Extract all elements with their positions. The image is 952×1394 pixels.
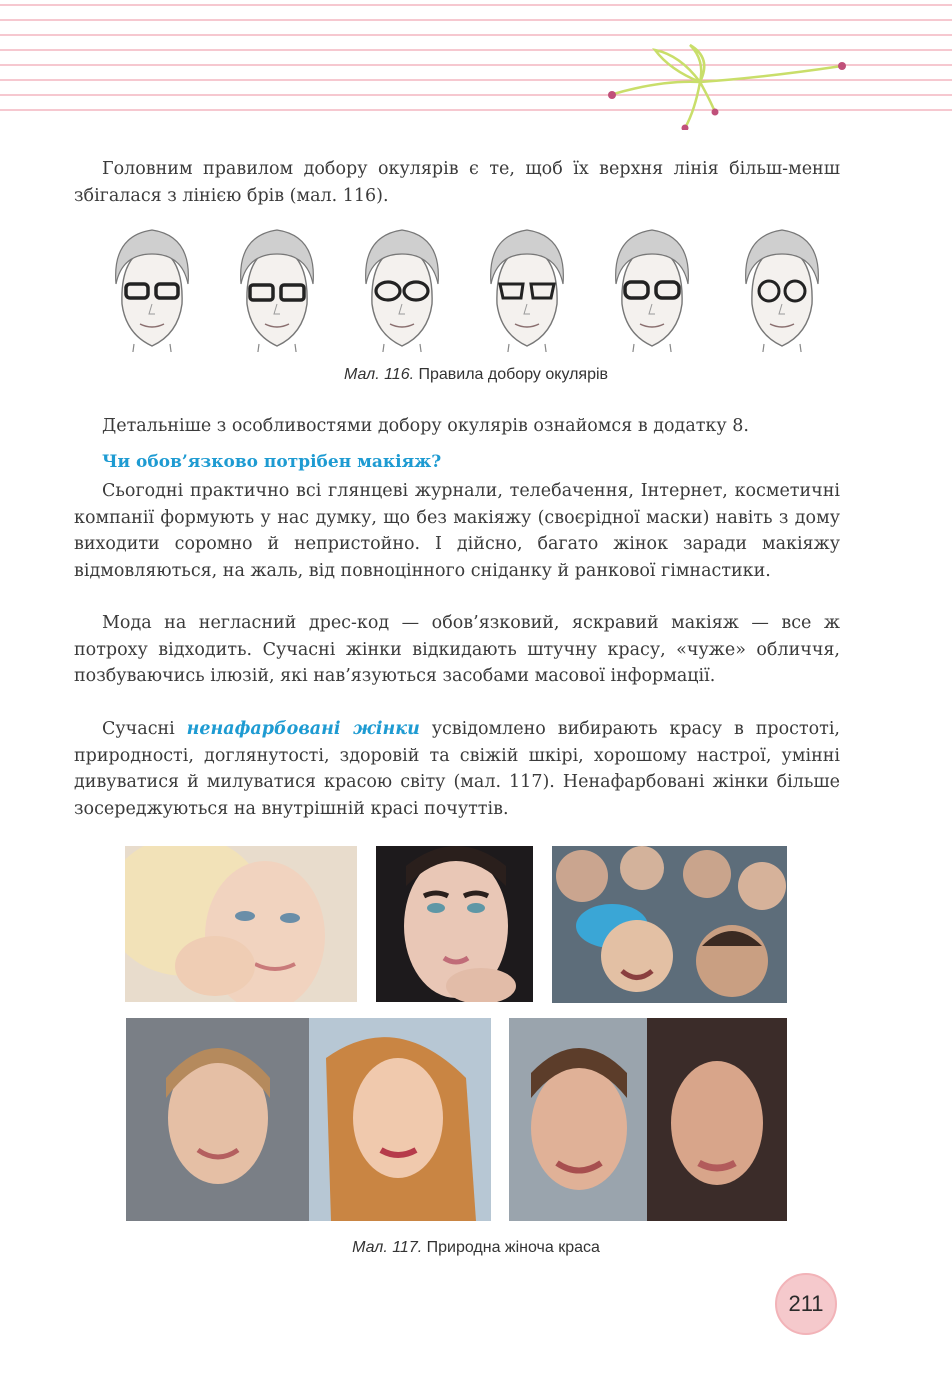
- ribbon-bow-icon: [610, 45, 842, 128]
- section-heading: Чи обов’язково потрібен макіяж?: [102, 452, 442, 472]
- face-4: [491, 230, 564, 352]
- photo-blonde-woman: [125, 846, 357, 1002]
- paragraph-glasses-rule: Головним правилом добору окулярів є те, щоб їх верхня лінія більш-менш збігалася з лінією брів (мал. 116).: [74, 159, 840, 206]
- paragraph-makeup-2: Мода на негласний дрес-код — обов’язковий, яскравий макіяж — все ж потроху відходить. Сучасні жінки відкидають штучну красу, «чуже» обличчя, позбуваючись ілюзій, які нав’язуються засобами масової інформації.: [74, 613, 840, 686]
- page-number-badge: 211: [775, 1273, 837, 1335]
- paragraph-makeup-3: Сучасні ненафарбовані жінки усвідомлено вибирають красу в простоті, природності, доглянутості, здоровій та свіжій шкірі, хорошому настрої, умінні дивуватися й милуватися красою світу (мал. 117). Ненафарбовані жінки більше зосереджуються на внутрішній красі почуттів.: [74, 719, 840, 819]
- glasses-faces-illustration: [92, 222, 852, 352]
- term-unpainted-women: ненафарбовані жінки: [186, 719, 420, 739]
- figure-116-caption: Мал. 116. Правила добору окулярів: [343, 366, 609, 383]
- photo-brunette-woman: [376, 846, 533, 1002]
- paragraph-appendix-note: Детальніше з особливостями добору окулярів ознайомся в додатку 8.: [102, 416, 749, 436]
- ruled-header-decoration: [0, 0, 952, 130]
- face-2: [241, 230, 314, 352]
- photo-woman-before-after-2: [509, 1018, 787, 1221]
- face-5: [616, 230, 689, 352]
- paragraph-makeup-1: Сьогодні практично всі глянцеві журнали, телебачення, Інтернет, косметичні компанії формують у нас думку, що без макіяжу (своєрідної маски) навіть з дому виходити соромно й непристойно. І дійсно, багато жінок заради макіяжу відмовляються, на жаль, від повноцінного сніданку й ранкової гімнастики.: [74, 481, 840, 581]
- figure-117-caption: Мал. 117. Природна жіноча краса: [352, 1239, 600, 1256]
- photo-group-of-women: [552, 846, 787, 1003]
- face-6: [746, 230, 819, 352]
- photo-woman-before-after-1: [126, 1018, 491, 1221]
- face-1: [116, 230, 189, 352]
- face-3: [366, 230, 439, 352]
